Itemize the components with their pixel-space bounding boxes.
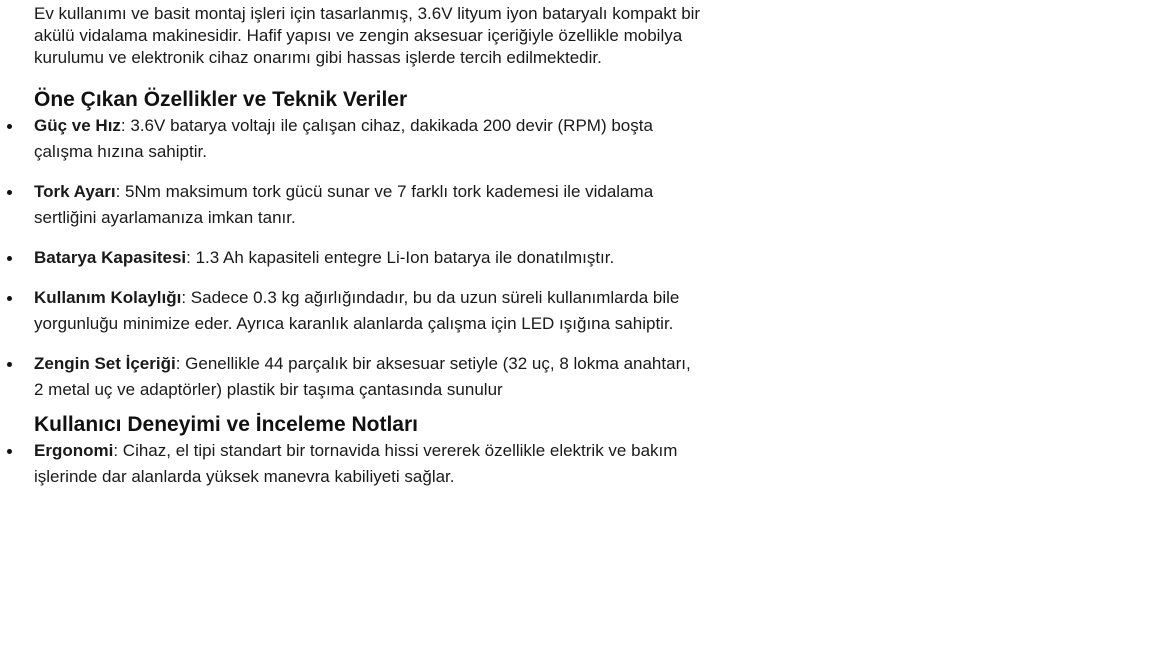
list-item [34, 245, 714, 271]
item-text: : 5Nm maksimum tork gücü sunar ve 7 farklı tork kademesi ile vidalama sertliğini ayarlamanıza imkan tanır. [34, 182, 654, 227]
item-text: : Cihaz, el tipi standart bir tornavida hissi vererek özellikle elektrik ve bakım işlerinde dar alanlarda yüksek manevra kabiliyeti sağlar. [34, 441, 678, 486]
item-term: Güç ve Hız [34, 116, 121, 135]
item-text: : 1.3 Ah kapasiteli entegre Li-Ion batarya ile donatılmıştır. [186, 248, 615, 267]
item-text: : 3.6V batarya voltajı ile çalışan cihaz, dakikada 200 devir (RPM) boşta çalışma hızına sahiptir. [34, 116, 653, 161]
list-item [34, 351, 714, 403]
bullet-icon [7, 362, 12, 367]
experience-heading: Kullanıcı Deneyimi ve İnceleme Notları [34, 413, 418, 436]
item-text: : Genellikle 44 parçalık bir aksesuar setiyle (32 uç, 8 lokma anahtarı, 2 metal uç ve adaptörler) plastik bir taşıma çantasında sunulur [34, 354, 691, 399]
list-item [34, 113, 714, 165]
item-term: Ergonomi [34, 441, 114, 460]
item-term: Tork Ayarı [34, 182, 116, 201]
features-list [34, 113, 714, 403]
item-term: Zengin Set İçeriği [34, 354, 176, 373]
experience-list [34, 438, 714, 490]
bullet-icon [7, 124, 12, 129]
features-heading: Öne Çıkan Özellikler ve Teknik Veriler [34, 88, 408, 111]
item-text: : Sadece 0.3 kg ağırlığındadır, bu da uzun süreli kullanımlarda bile yorgunluğu minimize eder. Ayrıca karanlık alanlarda çalışma için LED ışığına sahiptir. [34, 288, 680, 333]
intro-paragraph: Ev kullanımı ve basit montaj işleri için tasarlanmış, 3.6V lityum iyon bataryalı kompakt bir akülü vidalama makinesidir. Hafif yapısı ve zengin aksesuar içeriğiyle özellikle mobilya kurulumu ve elektronik cihaz onarımı gibi hassas işlerde tercih edilmektedir. [34, 4, 701, 67]
list-item [34, 438, 714, 490]
bullet-icon [7, 190, 12, 195]
item-term: Batarya Kapasitesi [34, 248, 187, 267]
bullet-icon [7, 256, 12, 261]
bullet-icon [7, 449, 12, 454]
bullet-icon [7, 296, 12, 301]
list-item [34, 179, 714, 231]
list-item [34, 285, 714, 337]
item-term: Kullanım Kolaylığı [34, 288, 182, 307]
document-body [34, 3, 714, 490]
